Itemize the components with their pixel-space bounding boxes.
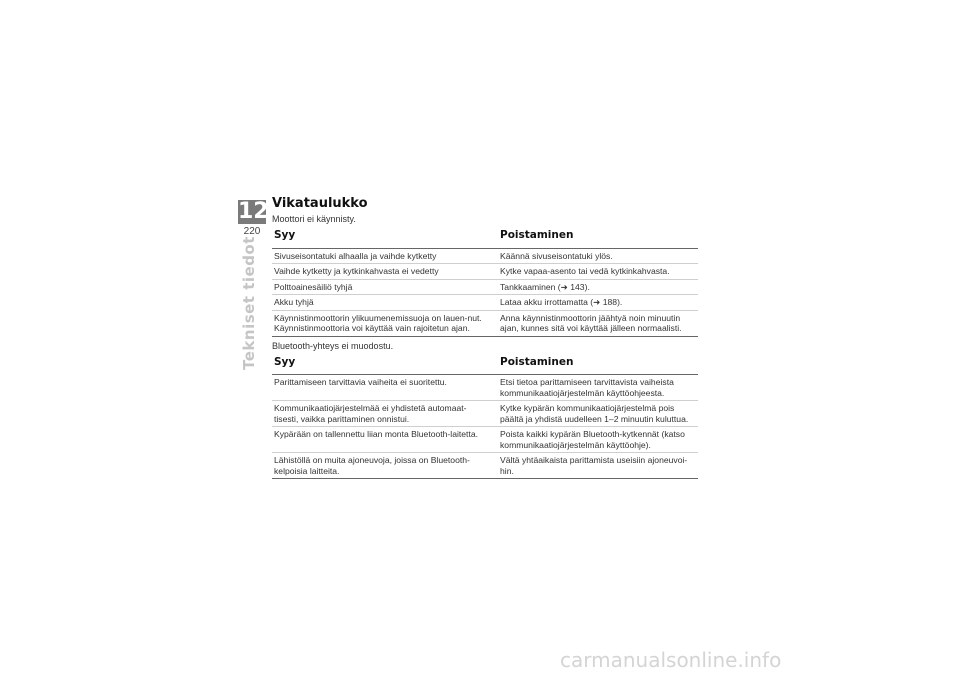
page-heading: Vikataulukko xyxy=(272,196,368,211)
page-number: 220 xyxy=(243,226,261,237)
chapter-side-title: Tekniset tiedot xyxy=(240,236,258,370)
column-header-remedy: Poistaminen xyxy=(498,225,698,248)
main-content xyxy=(272,196,698,479)
table-row xyxy=(272,248,698,264)
remedy-cell: Vältä yhtäaikaista parittamista useisiin ajoneuvoi-hin. xyxy=(498,453,698,479)
cause-cell: Vaihde kytketty ja kytkinkahvasta ei vedetty xyxy=(272,264,498,280)
cause-cell: Sivuseisontatuki alhaalla ja vaihde kytketty xyxy=(272,248,498,264)
cause-cell: Parittamiseen tarvittavia vaiheita ei suoritettu. xyxy=(272,375,498,401)
remedy-cell: Anna käynnistinmoottorin jäähtyä noin minuutin ajan, kunnes sitä voi käyttää jälleen normaalisti. xyxy=(498,310,698,336)
remedy-cell: Tankkaaminen (➜ 143). xyxy=(498,279,698,295)
remedy-cell: Lataa akku irrottamatta (➜ 188). xyxy=(498,295,698,311)
remedy-cell: Kytke vapaa-asento tai vedä kytkinkahvasta. xyxy=(498,264,698,280)
column-header-cause: Syy xyxy=(272,225,498,248)
remedy-cell: Poista kaikki kypärän Bluetooth-kytkennät (katso kommunikaatiojärjestelmän käyttöohje). xyxy=(498,427,698,453)
troubleshooting-table-engine xyxy=(272,225,698,337)
troubleshooting-table-bluetooth xyxy=(272,352,698,480)
table-row xyxy=(272,401,698,427)
table-header-row xyxy=(272,352,698,375)
table-header-row xyxy=(272,225,698,248)
remedy-cell: Etsi tietoa parittamiseen tarvittavista vaiheista kommunikaatiojärjestelmän käyttöohjeesta. xyxy=(498,375,698,401)
cause-cell: Polttoainesäiliö tyhjä xyxy=(272,279,498,295)
cause-cell: Lähistöllä on muita ajoneuvoja, joissa on Bluetooth-kelpoisia laitteita. xyxy=(272,453,498,479)
remedy-cell: Käännä sivuseisontatuki ylös. xyxy=(498,248,698,264)
section1-intro: Moottori ei käynnisty. xyxy=(272,214,356,224)
remedy-cell: Kytke kypärän kommunikaatiojärjestelmä pois päältä ja yhdistä uudelleen 1–2 minuutin kuluttua. xyxy=(498,401,698,427)
table-row xyxy=(272,264,698,280)
cause-cell: Kypärään on tallennettu liian monta Bluetooth-laitetta. xyxy=(272,427,498,453)
table-row xyxy=(272,310,698,336)
table-row xyxy=(272,427,698,453)
chapter-number: 12 xyxy=(238,199,269,224)
cause-cell: Käynnistinmoottorin ylikuumenemissuoja on lauen-nut. Käynnistinmoottoria voi käyttää vain rajoitetun ajan. xyxy=(272,310,498,336)
watermark: carmanualsonline.info xyxy=(560,648,782,672)
column-header-cause: Syy xyxy=(272,352,498,375)
section2-intro: Bluetooth-yhteys ei muodostu. xyxy=(272,340,394,351)
table-row xyxy=(272,375,698,401)
column-header-remedy: Poistaminen xyxy=(498,352,698,375)
cause-cell: Akku tyhjä xyxy=(272,295,498,311)
table-row xyxy=(272,295,698,311)
table-row xyxy=(272,279,698,295)
table-row xyxy=(272,453,698,479)
cause-cell: Kommunikaatiojärjestelmää ei yhdistetä automaat-tisesti, vaikka parittaminen onnistui. xyxy=(272,401,498,427)
